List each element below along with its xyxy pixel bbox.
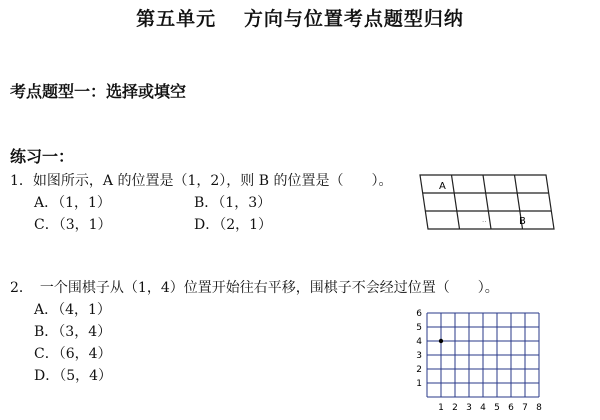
x-tick-label: 6 xyxy=(508,403,514,413)
q2-stem: 2． 一个围棋子从（1，4）位置开始往右平移，围棋子不会经过位置（ ）。 xyxy=(10,280,499,296)
x-tick-label: 3 xyxy=(466,403,472,413)
page-title xyxy=(0,4,600,31)
x-tick-label: 4 xyxy=(480,403,486,413)
q2-option-a: A．（4，1） xyxy=(34,302,111,318)
q2-coordinate-grid xyxy=(405,305,555,417)
q2-grid-lines xyxy=(427,313,539,397)
q1-label-b: B xyxy=(519,216,526,227)
x-tick-label: 1 xyxy=(438,403,444,413)
practice-heading: 练习一： xyxy=(10,147,75,166)
q1-grid-figure xyxy=(408,170,558,234)
y-tick-label: 3 xyxy=(416,351,422,361)
q1-option-a: A．（1，1） xyxy=(34,195,111,211)
x-tick-label: 5 xyxy=(494,403,500,413)
x-tick-label: 7 xyxy=(522,403,528,413)
y-tick-label: 5 xyxy=(416,323,422,333)
q2-y-axis-labels xyxy=(416,309,422,389)
q2-option-d: D．（5，4） xyxy=(34,368,113,384)
unit-title: 第五单元 xyxy=(136,8,217,30)
q2-option-b: B．（3，4） xyxy=(34,324,112,340)
y-tick-label: 4 xyxy=(416,337,422,347)
q1-stem: 1．如图所示，A 的位置是（1，2），则 B 的位置是（ ）。 xyxy=(10,173,393,189)
q2-x-axis-labels xyxy=(438,403,542,413)
topic-title: 方向与位置考点题型归纳 xyxy=(243,8,464,30)
x-tick-label: 8 xyxy=(536,403,542,413)
section-heading: 考点题型一：选择或填空 xyxy=(10,82,187,101)
q1-label-a: A xyxy=(439,181,446,192)
q2-chess-piece-dot xyxy=(439,339,443,343)
q1-option-c: C．（3，1） xyxy=(34,217,112,233)
q2-option-c: C．（6，4） xyxy=(34,346,112,362)
q1-option-b: B．（1，3） xyxy=(194,195,272,211)
y-tick-label: 1 xyxy=(416,379,422,389)
y-tick-label: 6 xyxy=(416,309,422,319)
x-tick-label: 2 xyxy=(452,403,458,413)
q1-faint-dots: .. xyxy=(482,216,487,224)
q1-option-d: D．（2，1） xyxy=(194,217,273,233)
y-tick-label: 2 xyxy=(416,365,422,375)
